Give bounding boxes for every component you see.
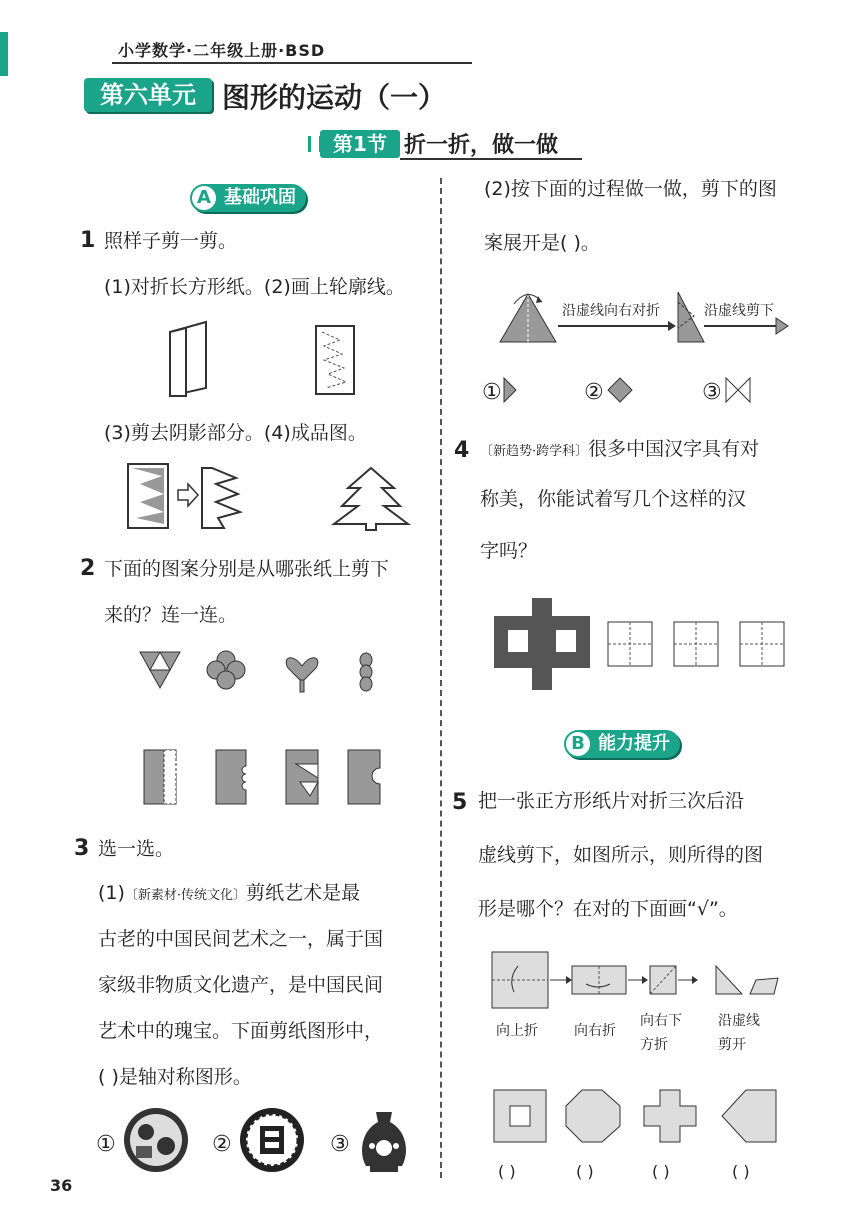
papercut-circle-1 <box>122 1106 190 1174</box>
series-underline <box>112 62 472 64</box>
q3-p2-opt3-label: ③ <box>702 380 722 405</box>
q5-blank-3[interactable]: ( ) <box>652 1162 670 1181</box>
cut-arrow-label: 沿虚线剪下 <box>704 303 774 319</box>
q3-p1-line2: 古老的中国民间艺术之一，属于国 <box>98 928 384 950</box>
q3-text: 选一选。 <box>98 838 175 860</box>
q3-p1-opt1-label: ① <box>96 1132 116 1157</box>
q3-p2-opt2-label: ② <box>584 380 604 405</box>
level-a-letter: A <box>192 186 216 210</box>
level-a-badge <box>190 184 306 212</box>
papercut-vase <box>356 1108 412 1176</box>
level-b-badge <box>564 730 680 758</box>
q5-number: 5 <box>452 790 468 815</box>
fold-three-times-process <box>490 948 790 1010</box>
q3-p1-line5: ( )是轴对称图形。 <box>98 1066 252 1088</box>
q3-p1-prefix: (1) <box>98 882 125 904</box>
q1-steps-34: (3)剪去阴影部分。(4)成品图。 <box>104 422 367 444</box>
q5-blank-1[interactable]: ( ) <box>498 1162 516 1181</box>
q5-step4b: 剪开 <box>718 1037 746 1053</box>
q3-p2-line1: (2)按下面的过程做一做，剪下的图 <box>484 178 777 200</box>
section-title: 折一折，做一做 <box>404 133 559 158</box>
fold-arrow-label: 沿虚线向右对折 <box>562 303 660 319</box>
zhong-character-figure <box>492 596 592 692</box>
q3-number: 3 <box>74 836 90 861</box>
q5-line1: 把一张正方形纸片对折三次后沿 <box>478 790 745 812</box>
q4-number: 4 <box>454 438 470 463</box>
q2-number: 2 <box>80 556 96 581</box>
q1-text: 照样子剪一剪。 <box>104 230 238 252</box>
q1-steps-12: (1)对折长方形纸。(2)画上轮廓线。 <box>104 276 405 298</box>
q3-p1-line4: 艺术中的瑰宝。下面剪纸图形中， <box>98 1020 384 1042</box>
page-number: 36 <box>50 1176 73 1195</box>
q5-step4a: 沿虚线 <box>718 1013 760 1029</box>
q3-p1-line1 <box>98 882 360 905</box>
q5-step3a: 向右下 <box>640 1013 682 1029</box>
level-b-letter: B <box>566 732 590 756</box>
q5-blank-2[interactable]: ( ) <box>576 1162 594 1181</box>
q5-step1: 向上折 <box>496 1023 538 1039</box>
writing-grid-1 <box>606 620 654 668</box>
cut-patterns-row <box>136 648 396 696</box>
q1-number: 1 <box>80 228 96 253</box>
section-underline <box>400 158 582 160</box>
q4-line3: 字吗？ <box>480 540 538 562</box>
q3-p2-opt3-shape <box>724 376 752 404</box>
level-b-label: 能力提升 <box>598 733 670 754</box>
level-a-label: 基础巩固 <box>224 187 296 208</box>
q5-blank-4[interactable]: ( ) <box>732 1162 750 1181</box>
q3-p1-line1-text: 剪纸艺术是最 <box>246 882 361 904</box>
q5-line2: 虚线剪下，如图所示，则所得的图 <box>478 844 764 866</box>
writing-grid-3 <box>738 620 786 668</box>
cut-steps-figure <box>126 462 416 532</box>
section-badge: 第1节 <box>320 130 400 158</box>
q3-p1-tag: 〔新素材·传统文化〕 <box>124 888 247 903</box>
q3-p1-opt2-label: ② <box>212 1132 232 1157</box>
outlined-paper-figure <box>310 322 360 398</box>
q3-p1-line3: 家级非物质文化遗产，是中国民间 <box>98 974 384 996</box>
papercut-circle-2 <box>238 1106 306 1174</box>
q4-line1-text: 很多中国汉字具有对 <box>588 438 760 460</box>
edge-bar <box>0 32 8 76</box>
series-label: 小学数学·二年级上册·BSD <box>118 41 326 60</box>
q2-line1: 下面的图案分别是从哪张纸上剪下 <box>104 558 390 580</box>
q5-answer-shapes <box>490 1086 790 1146</box>
q3-p2-opt2-shape <box>606 376 634 404</box>
q5-step2: 向右折 <box>574 1023 616 1039</box>
q4-line1 <box>480 438 759 461</box>
q3-p2-line2: 案展开是( )。 <box>484 232 600 254</box>
q4-line2: 称美，你能试着写几个这样的汉 <box>480 488 747 510</box>
column-divider <box>440 178 442 1178</box>
unit-badge: 第六单元 <box>84 78 212 112</box>
writing-grid-2 <box>672 620 720 668</box>
q4-tag: 〔新趋势·跨学科〕 <box>480 444 589 459</box>
paper-sheets-row <box>140 746 390 808</box>
q2-line2: 来的？连一连。 <box>104 604 238 626</box>
folded-paper-figure <box>160 318 220 398</box>
q5-step3b: 方折 <box>640 1037 668 1053</box>
unit-title: 图形的运动（一） <box>222 81 447 114</box>
q3-p2-opt1-label: ① <box>482 380 502 405</box>
q3-p2-opt1-shape <box>502 376 518 404</box>
q5-line3: 形是哪个？在对的下面画“√”。 <box>478 898 738 920</box>
q3-p1-opt3-label: ③ <box>330 1132 350 1157</box>
